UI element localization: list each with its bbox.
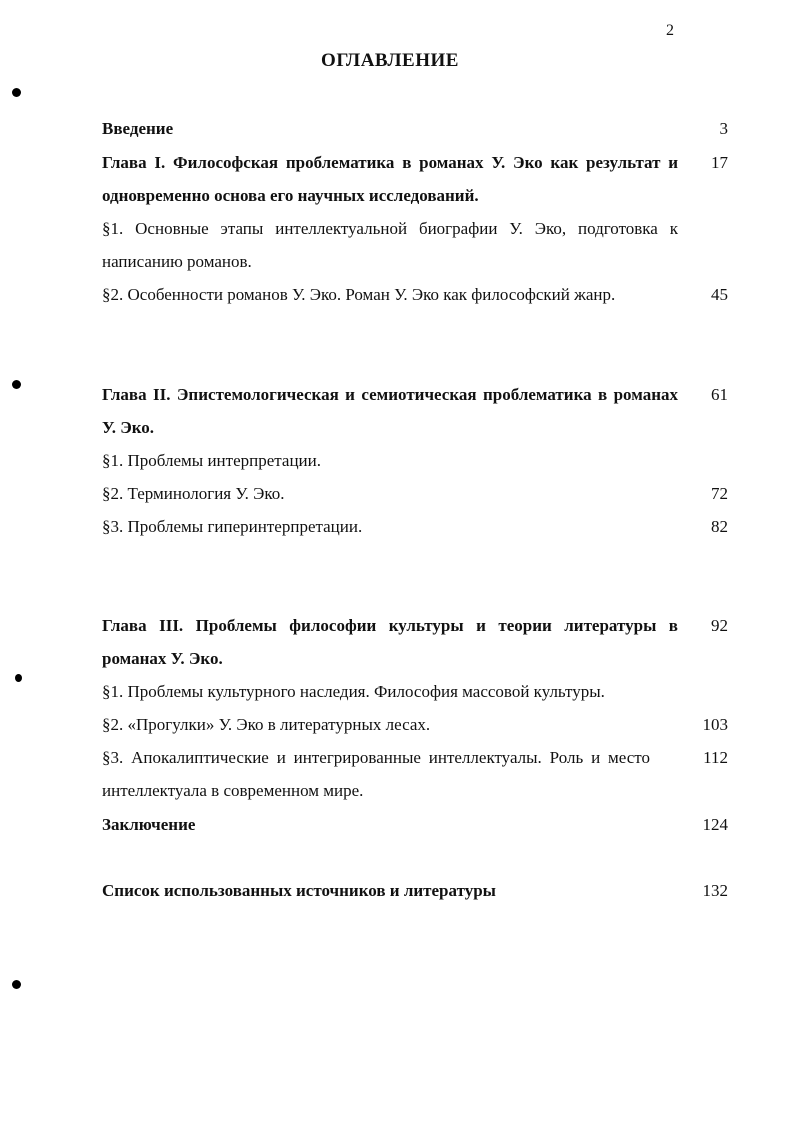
toc-entry-conclusion <box>102 808 678 841</box>
entry-text: Введение <box>102 119 174 138</box>
punch-hole-mark <box>15 674 22 682</box>
entry-text: §1. Основные этапы интеллектуальной биографии У. Эко, подготовка к написанию романов. <box>102 219 678 271</box>
toc-entry-chapter-2-section-2 <box>102 477 678 510</box>
entry-page: 45 <box>711 285 728 304</box>
entry-page: 72 <box>711 484 728 503</box>
entry-page: 61 <box>711 385 728 404</box>
entry-text: §3. Проблемы гиперинтерпретации. <box>102 517 363 536</box>
entry-page: 112 <box>703 748 728 767</box>
entry-text: Глава I. Философская проблематика в романах У. Эко как результат и одновременно основа его научных исследований. <box>102 153 678 205</box>
entry-page: 17 <box>711 153 728 172</box>
toc-entry-bibliography <box>102 874 678 907</box>
entry-text: §2. Терминология У. Эко. <box>102 484 285 503</box>
entry-text: Список использованных источников и литературы <box>102 881 496 900</box>
entry-text: Глава III. Проблемы философии культуры и теории литературы в романах У. Эко. <box>102 616 678 668</box>
punch-hole-mark <box>12 380 21 389</box>
entry-page: 132 <box>702 881 728 900</box>
toc-entry-chapter-3-section-1 <box>102 675 692 708</box>
punch-hole-mark <box>12 980 21 989</box>
entry-text: §2. «Прогулки» У. Эко в литературных лесах. <box>102 715 431 734</box>
punch-hole-mark <box>12 88 21 97</box>
toc-entry-chapter-1-section-2 <box>102 278 678 311</box>
toc-entry-chapter-2-section-3 <box>102 510 678 543</box>
toc-entry-chapter-2 <box>102 378 678 444</box>
toc-entry-chapter-3-section-2 <box>102 708 678 741</box>
entry-text: Заключение <box>102 815 196 834</box>
entry-page: 124 <box>702 815 728 834</box>
entry-page: 92 <box>711 616 728 635</box>
entry-page: 3 <box>719 119 728 138</box>
toc-entry-introduction <box>102 112 678 145</box>
entry-text: §2. Особенности романов У. Эко. Роман У. Эко как философский жанр. <box>102 285 616 304</box>
toc-entry-chapter-1-section-1 <box>102 212 678 278</box>
page-number: 2 <box>666 22 674 39</box>
entry-page: 82 <box>711 517 728 536</box>
entry-page: 103 <box>702 715 728 734</box>
entry-text: §1. Проблемы культурного наследия. Философия массовой культуры. <box>102 682 605 701</box>
entry-text: Глава II. Эпистемологическая и семиотическая проблематика в романах У. Эко. <box>102 385 678 437</box>
toc-title: ОГЛАВЛЕНИЕ <box>321 50 459 71</box>
toc-entry-chapter-3-section-3 <box>102 741 650 807</box>
entry-text: §1. Проблемы интерпретации. <box>102 451 321 470</box>
toc-entry-chapter-3 <box>102 609 678 675</box>
toc-entry-chapter-1 <box>102 146 678 212</box>
entry-text: §3. Апокалиптические и интегрированные интеллектуалы. Роль и место интеллектуала в современном мире. <box>102 748 650 800</box>
toc-entry-chapter-2-section-1 <box>102 444 678 477</box>
